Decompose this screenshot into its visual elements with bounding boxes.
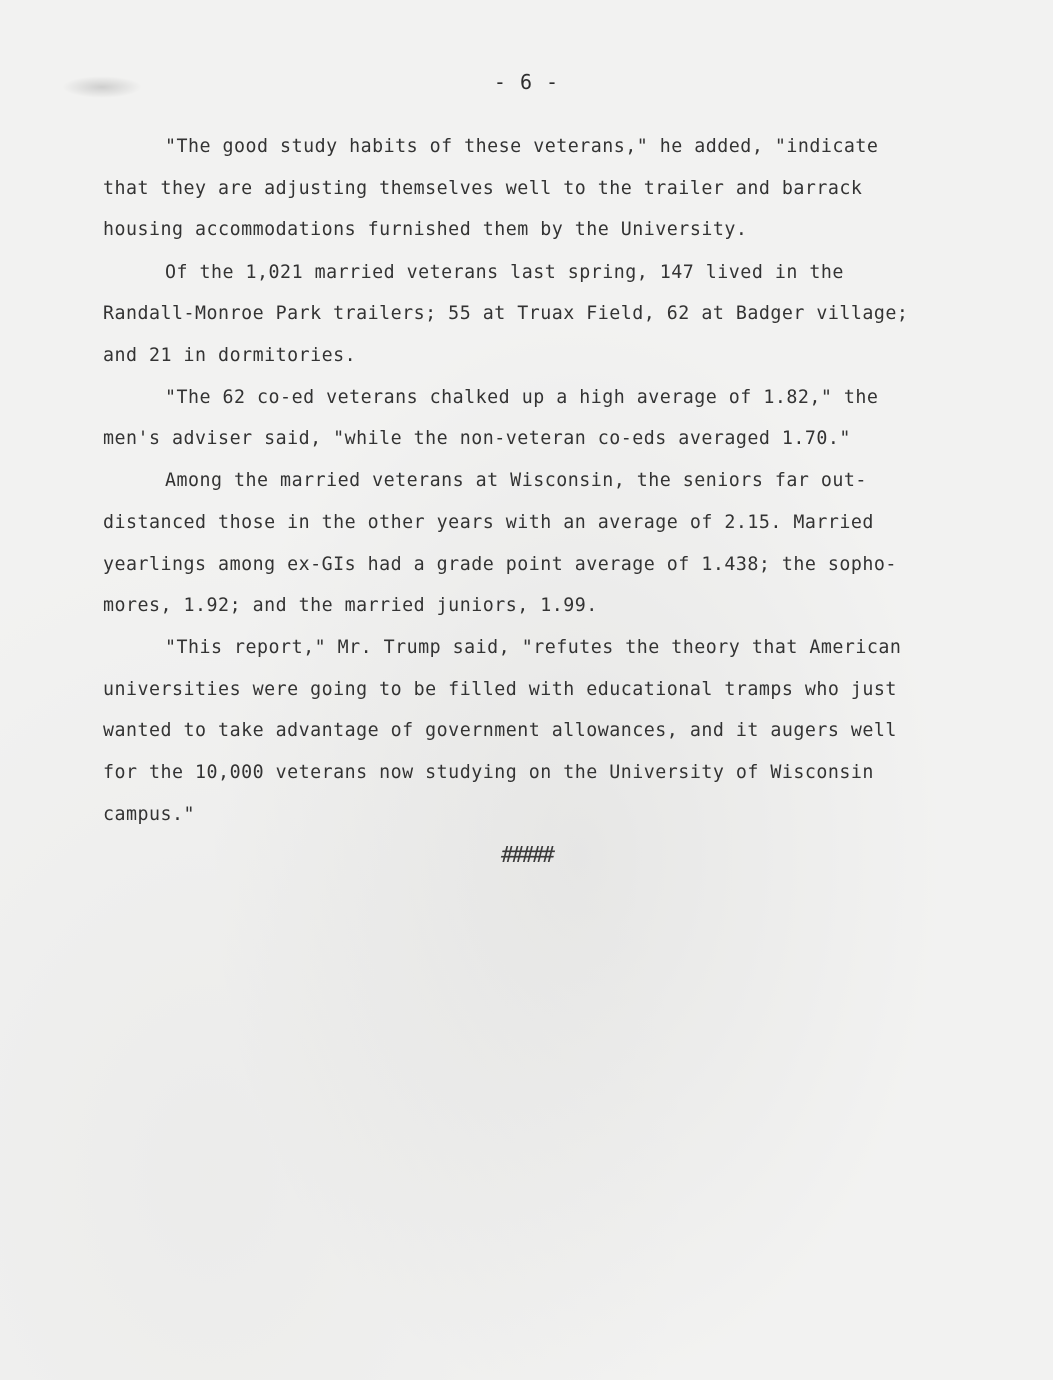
text-line: universities were going to be filled with educational tramps who just <box>103 679 897 700</box>
page-number: - 6 - <box>493 70 560 94</box>
text-line: campus." <box>103 804 196 825</box>
text-line: "The good study habits of these veterans," he added, "indicate <box>165 136 879 157</box>
end-mark: ##### <box>500 843 553 868</box>
text-line: Of the 1,021 married veterans last spring, 147 lived in the <box>165 262 844 283</box>
text-line: distanced those in the other years with an average of 2.15. Married <box>103 512 874 533</box>
text-line: that they are adjusting themselves well to the trailer and barrack <box>103 178 863 199</box>
text-line: for the 10,000 veterans now studying on the University of Wisconsin <box>103 762 874 783</box>
text-line: "This report," Mr. Trump said, "refutes the theory that American <box>165 637 902 658</box>
text-line: men's adviser said, "while the non-veteran co-eds averaged 1.70." <box>103 428 851 449</box>
text-line: wanted to take advantage of government allowances, and it augers well <box>103 720 897 741</box>
text-line: yearlings among ex-GIs had a grade point average of 1.438; the sopho- <box>103 554 897 575</box>
text-line: housing accommodations furnished them by the University. <box>103 219 748 240</box>
text-line: Randall-Monroe Park trailers; 55 at Truax Field, 62 at Badger village; <box>103 303 909 324</box>
text-line: Among the married veterans at Wisconsin, the seniors far out- <box>165 470 867 491</box>
text-line: "The 62 co-ed veterans chalked up a high average of 1.82," the <box>165 387 879 408</box>
text-line: mores, 1.92; and the married juniors, 1.99. <box>103 595 598 616</box>
text-line: and 21 in dormitories. <box>103 345 357 366</box>
